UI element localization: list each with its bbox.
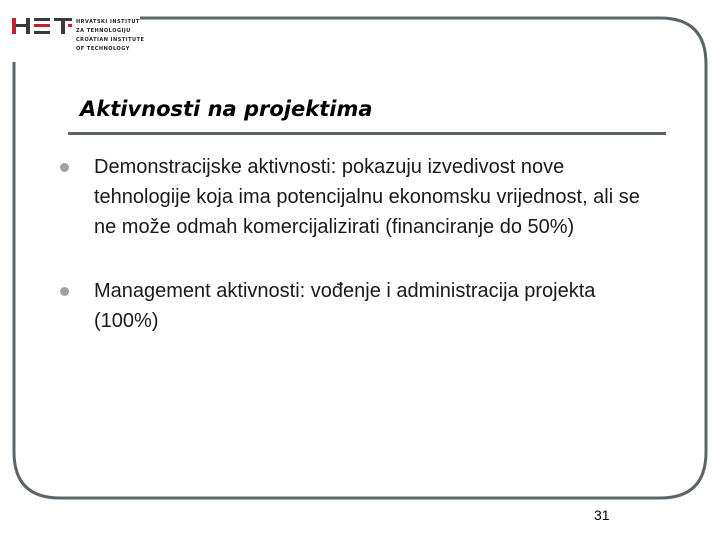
bullet-item <box>60 152 640 242</box>
bullet-text: vođenje i administracija projekta (100%) <box>94 280 596 332</box>
logo-line: OF TECHNOLOGY <box>76 46 130 52</box>
logo-line: HRVATSKI INSTITUT <box>76 19 140 25</box>
bullet-list <box>60 152 640 370</box>
bullet-term: Management aktivnosti: <box>94 280 306 302</box>
bullet-item <box>60 276 640 336</box>
bullet-term: Demonstracijske aktivnosti: <box>94 156 337 178</box>
logo-line: ZA TEHNOLOGIJU <box>76 28 131 34</box>
bullet-text: pokazuju izvedivost nove tehnologije koja ima potencijalnu ekonomsku vrijednost, ali se ne može odmah komercijalizirati (financiranje do 50%) <box>94 156 640 238</box>
page-number: 31 <box>594 507 610 523</box>
logo-text <box>76 18 144 54</box>
bullet-dot-icon <box>60 163 69 172</box>
bullet-dot-icon <box>60 287 69 296</box>
slide-title: Aktivnosti na projektima <box>80 97 373 121</box>
title-divider <box>68 132 666 135</box>
logo-line: CROATIAN INSTITUTE <box>76 37 145 43</box>
